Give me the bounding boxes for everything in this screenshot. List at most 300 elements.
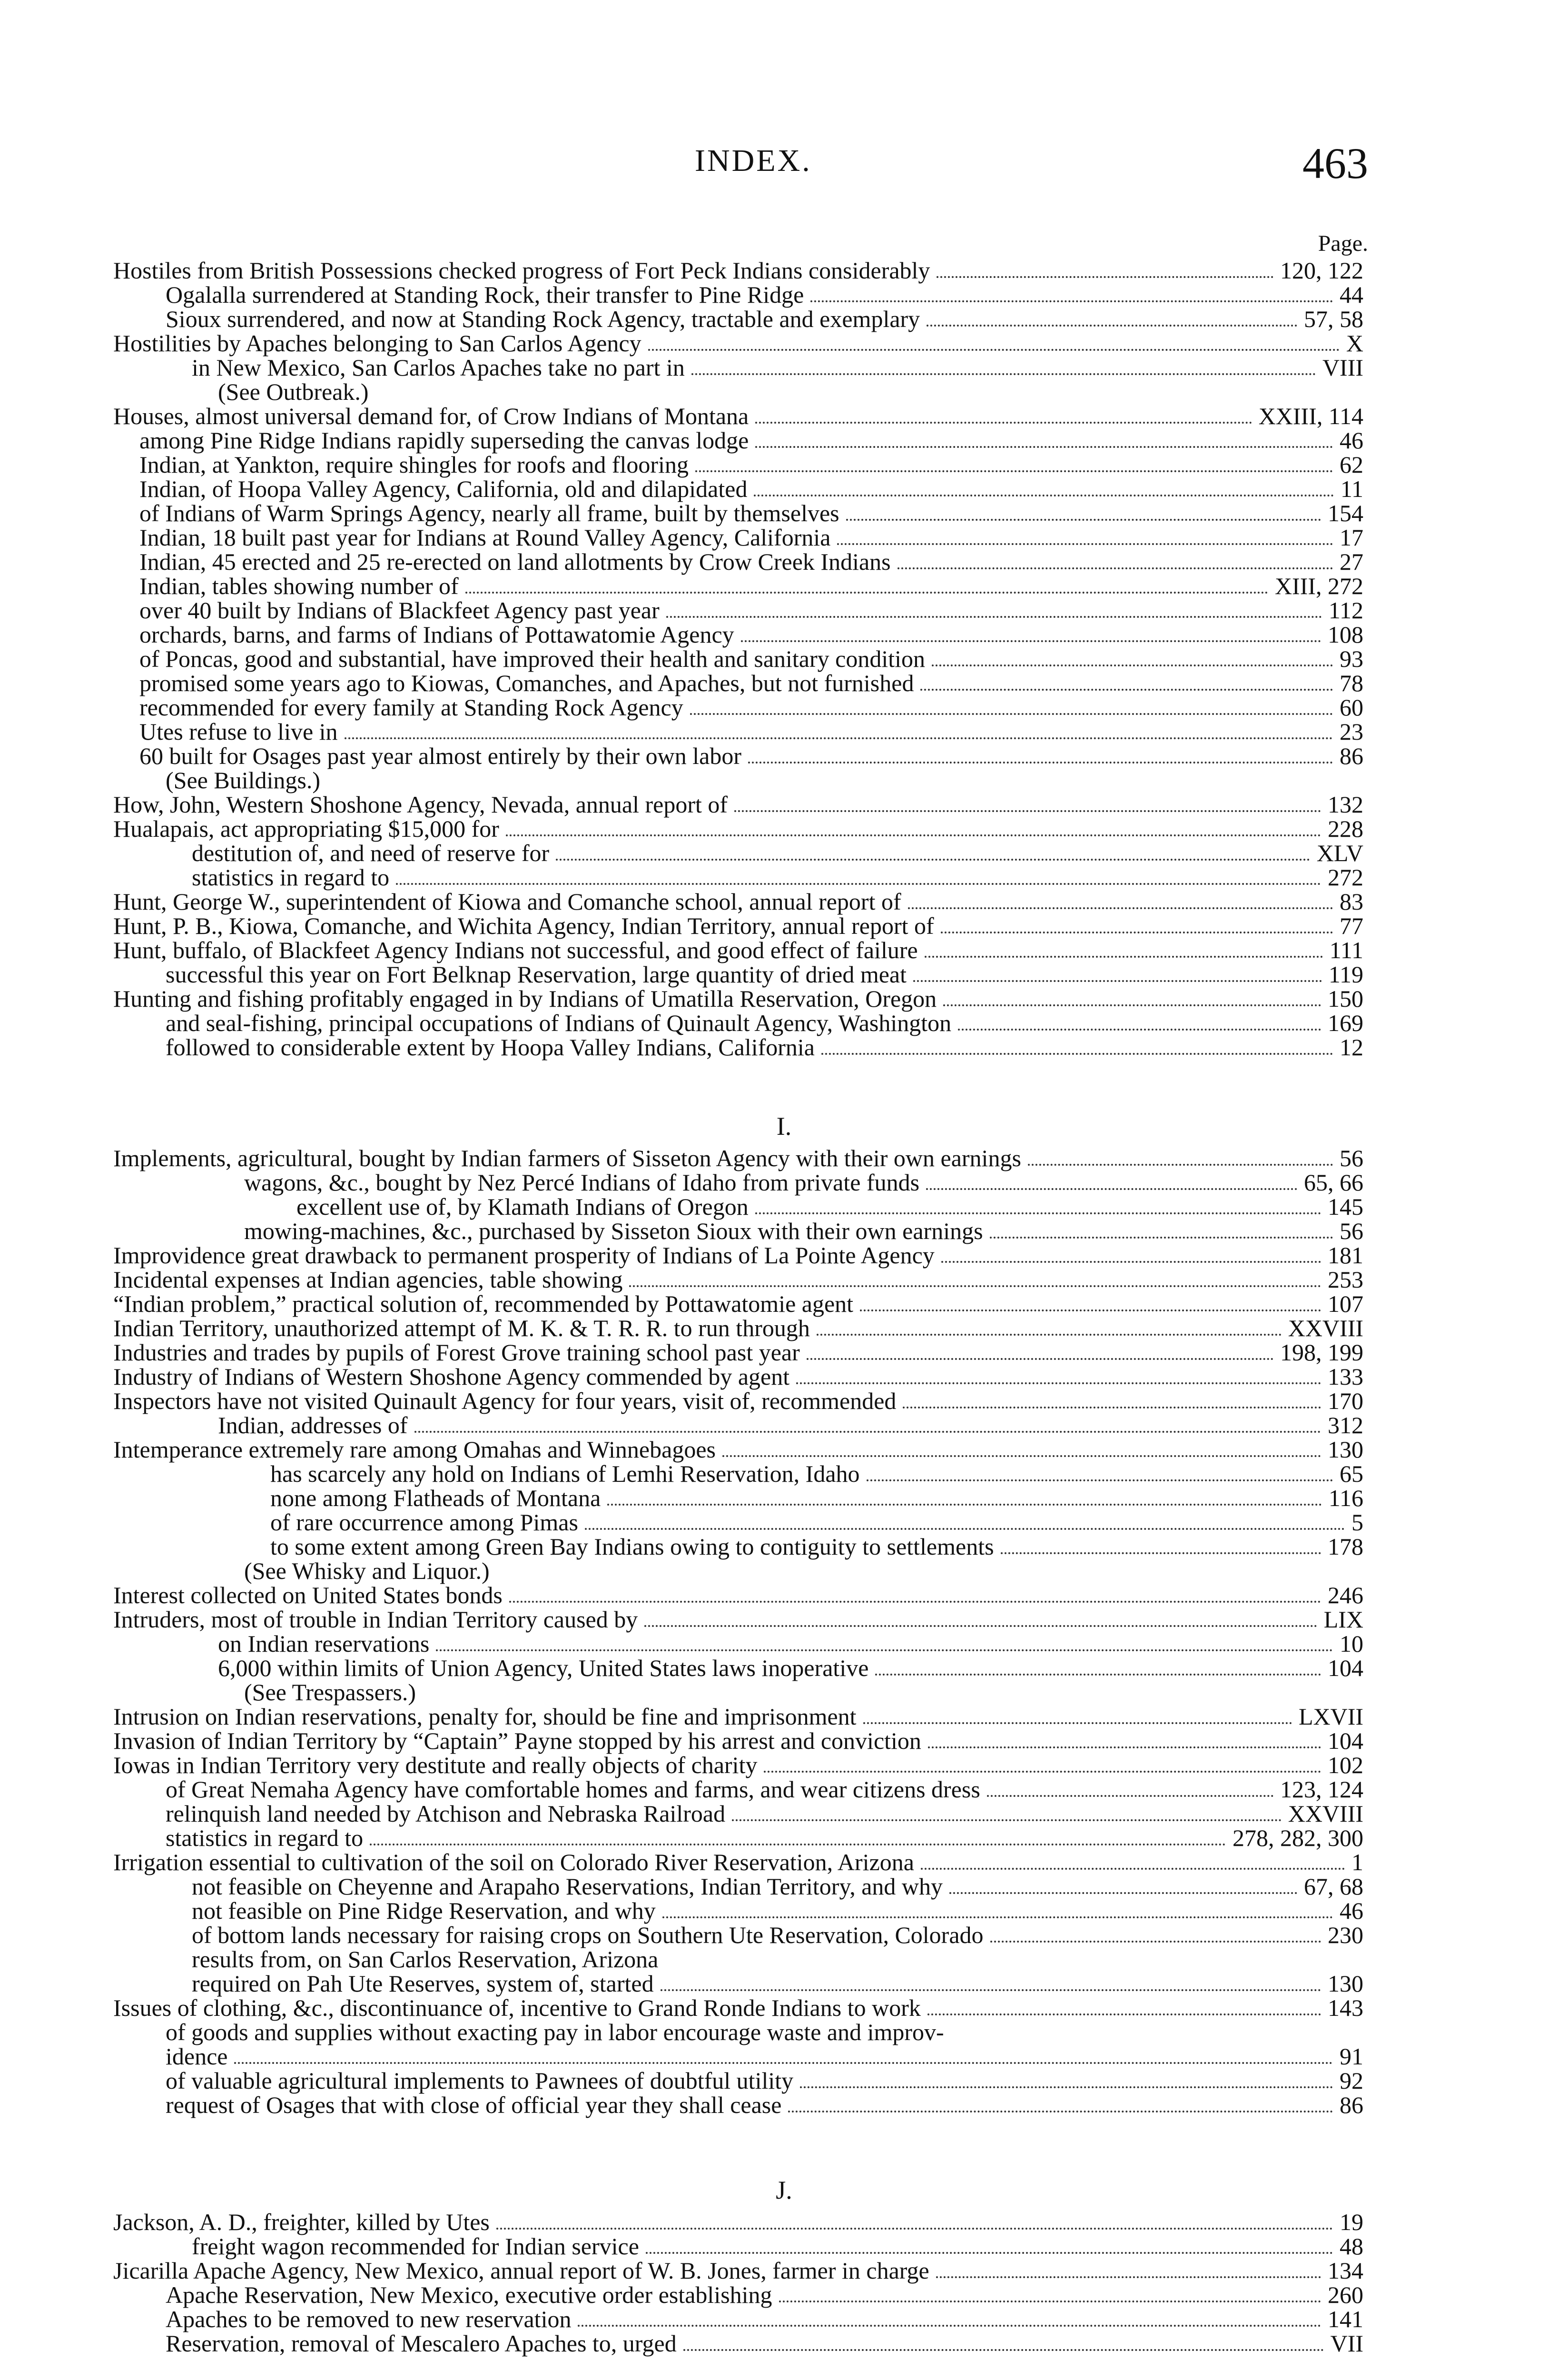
leader-dots <box>990 1237 1333 1239</box>
index-entry <box>0 257 1568 284</box>
entry-text: Incidental expenses at Indian agencies, table showing <box>113 1266 623 1293</box>
entry-page: 104 <box>1328 1655 1363 1681</box>
entry-page: 145 <box>1328 1193 1363 1220</box>
entry-text: idence <box>166 2043 228 2070</box>
index-entry <box>0 815 1568 842</box>
leader-dots <box>927 325 1297 327</box>
index-entry <box>0 864 1568 891</box>
leader-dots <box>509 1601 1321 1603</box>
index-entry <box>0 961 1568 988</box>
index-entry <box>0 476 1568 502</box>
entry-page: 178 <box>1328 1533 1363 1560</box>
index-entry <box>0 354 1568 381</box>
index-entry <box>0 1509 1568 1536</box>
entry-page: 260 <box>1328 2281 1363 2308</box>
entry-text: Hunt, buffalo, of Blackfeet Agency Indians not successful, and good effect of failure <box>113 937 918 963</box>
leader-dots <box>578 2325 1321 2327</box>
index-entry <box>0 1145 1568 1171</box>
entry-text: “Indian problem,” practical solution of, recommended by Pottawatomie agent <box>113 1290 854 1317</box>
entry-text: Indian Territory, unauthorized attempt of M. K. & T. R. R. to run through <box>113 1315 810 1341</box>
page-title: INDEX. <box>695 143 812 178</box>
leader-dots <box>800 2086 1333 2088</box>
entry-page: 108 <box>1328 621 1363 648</box>
entry-text: Invasion of Indian Territory by “Captain” Payne stopped by his arrest and conviction <box>113 1727 921 1754</box>
index-entry <box>0 2043 1568 2070</box>
entry-page: 116 <box>1328 1485 1363 1511</box>
entry-text: Intemperance extremely rare among Omahas and Winnebagoes <box>113 1436 716 1463</box>
index-entry <box>0 1703 1568 1730</box>
leader-dots <box>695 470 1333 472</box>
entry-text: has scarcely any hold on Indians of Lemhi Reservation, Idaho <box>270 1460 860 1487</box>
entry-text: 6,000 within limits of Union Agency, United States laws inoperative <box>218 1655 869 1681</box>
index-entry <box>0 1339 1568 1366</box>
entry-page: 246 <box>1328 1582 1363 1608</box>
entry-text: followed to considerable extent by Hoopa Valley Indians, California <box>166 1034 815 1061</box>
index-entry <box>0 403 1568 429</box>
entry-page: 133 <box>1328 1363 1363 1390</box>
leader-dots <box>755 446 1333 448</box>
index-entry <box>0 1010 1568 1036</box>
entry-page: 48 <box>1340 2233 1363 2260</box>
leader-dots <box>943 1004 1321 1006</box>
entry-text: of valuable agricultural implements to Pawnees of doubtful utility <box>166 2067 794 2094</box>
entry-page: 312 <box>1328 1412 1363 1438</box>
entry-text: Industry of Indians of Western Shoshone Agency commended by agent <box>113 1363 790 1390</box>
index-entry <box>0 1218 1568 1244</box>
index-entry <box>0 888 1568 915</box>
leader-dots <box>644 1625 1317 1627</box>
entry-text: results from, on San Carlos Reservation, Arizona <box>192 1946 659 1973</box>
entry-text: Iowas in Indian Territory very destitute and really objects of charity <box>113 1752 758 1778</box>
leader-dots <box>846 519 1321 521</box>
index-entry <box>0 1169 1568 1196</box>
leader-dots <box>863 1722 1292 1724</box>
entry-page: 112 <box>1328 597 1363 624</box>
index-entry <box>0 1776 1568 1803</box>
entry-page: XXVIII <box>1288 1800 1363 1827</box>
index-entry <box>0 500 1568 526</box>
leader-dots <box>913 980 1322 982</box>
entry-page: 65, 66 <box>1304 1169 1363 1196</box>
leader-dots <box>556 859 1310 861</box>
entry-text: successful this year on Fort Belknap Reservation, large quantity of dried meat <box>166 961 907 988</box>
entry-text: of Indians of Warm Springs Agency, nearly all frame, built by themselves <box>139 500 839 526</box>
leader-dots <box>908 907 1333 909</box>
leader-dots <box>788 2111 1333 2112</box>
entry-page: XLV <box>1316 840 1363 866</box>
index-entry <box>0 1193 1568 1220</box>
entry-page: 62 <box>1340 451 1363 478</box>
index-entry <box>0 524 1568 551</box>
leader-dots <box>897 567 1333 569</box>
entry-page: 65 <box>1340 1460 1363 1487</box>
leader-dots <box>722 1455 1321 1457</box>
entry-page: 92 <box>1340 2067 1363 2094</box>
leader-dots <box>925 956 1323 958</box>
index-entry <box>0 1800 1568 1827</box>
leader-dots <box>691 373 1316 375</box>
entry-text: Apache Reservation, New Mexico, executive order establishing <box>166 2281 772 2308</box>
leader-dots <box>807 1358 1273 1360</box>
entry-page: 134 <box>1328 2257 1363 2284</box>
entry-page: 86 <box>1340 743 1363 769</box>
entry-page: 83 <box>1340 888 1363 915</box>
leader-dots <box>607 1504 1322 1506</box>
leader-dots <box>741 640 1321 642</box>
index-entry <box>0 1727 1568 1754</box>
leader-dots <box>755 1212 1321 1214</box>
entry-text: promised some years ago to Kiowas, Comanches, and Apaches, but not furnished <box>139 670 914 696</box>
entry-page: XXVIII <box>1288 1315 1363 1341</box>
entry-text: to some extent among Green Bay Indians owing to contiguity to settlements <box>270 1533 994 1560</box>
entry-text: and seal-fishing, principal occupations of Indians of Quinault Agency, Washington <box>166 1010 952 1036</box>
entry-page: VII <box>1330 2330 1363 2357</box>
entry-text: Irrigation essential to cultivation of the soil on Colorado River Reservation, Arizona <box>113 1849 914 1875</box>
entry-text: statistics in regard to <box>192 864 390 891</box>
index-entry <box>0 645 1568 672</box>
index-entry <box>0 1752 1568 1778</box>
index-entry <box>0 548 1568 575</box>
leader-dots <box>436 1649 1333 1651</box>
entry-page: 77 <box>1340 912 1363 939</box>
index-entry <box>0 694 1568 721</box>
leader-dots <box>903 1407 1321 1408</box>
entry-text: required on Pah Ute Reserves, system of, started <box>192 1970 654 1997</box>
index-entry <box>0 281 1568 308</box>
entry-text: Sioux surrendered, and now at Standing Rock Agency, tractable and exemplary <box>166 306 920 332</box>
section-letter: I. <box>776 1112 792 1140</box>
leader-dots <box>1001 1552 1321 1554</box>
section-letter: J. <box>776 2176 792 2204</box>
entry-text: freight wagon recommended for Indian service <box>192 2233 639 2260</box>
entry-page: 19 <box>1340 2209 1363 2235</box>
index-entry <box>0 1533 1568 1560</box>
entry-text: not feasible on Cheyenne and Arapaho Reservations, Indian Territory, and why <box>192 1873 943 1900</box>
entry-page: 91 <box>1340 2043 1363 2070</box>
entry-page: 132 <box>1328 791 1363 818</box>
leader-dots <box>949 1892 1297 1894</box>
index-entry <box>0 306 1568 332</box>
entry-text: of goods and supplies without exacting pay in labor encourage waste and improv- <box>166 2019 944 2045</box>
leader-dots <box>666 616 1322 618</box>
index-entry <box>0 2019 1568 2045</box>
entry-text: none among Flatheads of Montana <box>270 1485 601 1511</box>
index-entry <box>0 718 1568 745</box>
entry-page: 130 <box>1328 1436 1363 1463</box>
entry-page: XXIII, 114 <box>1258 403 1363 429</box>
index-entry <box>0 767 1568 793</box>
entry-page: X <box>1346 330 1363 357</box>
entry-text: of bottom lands necessary for raising crops on Southern Ute Reservation, Colorado <box>192 1922 984 1948</box>
entry-text: Intrusion on Indian reservations, penalty for, should be fine and imprisonment <box>113 1703 857 1730</box>
leader-dots <box>927 2013 1321 2015</box>
entry-page: 107 <box>1328 1290 1363 1317</box>
index-entry <box>0 378 1568 405</box>
entry-text: Indian, at Yankton, require shingles for roofs and flooring <box>139 451 689 478</box>
index-entry <box>0 1485 1568 1511</box>
entry-text: Intruders, most of trouble in Indian Territory caused by <box>113 1606 638 1633</box>
index-entry <box>0 1873 1568 1900</box>
entry-text: relinquish land needed by Atchison and Nebraska Railroad <box>166 1800 726 1827</box>
index-entry <box>0 1315 1568 1341</box>
leader-dots <box>987 1795 1273 1797</box>
entry-text: of rare occurrence among Pimas <box>270 1509 578 1536</box>
entry-page: LXVII <box>1298 1703 1363 1730</box>
leader-dots <box>921 1868 1345 1870</box>
entry-text: over 40 built by Indians of Blackfeet Agency past year <box>139 597 660 624</box>
leader-dots <box>936 2276 1321 2278</box>
leader-dots <box>990 1941 1321 1943</box>
leader-dots <box>683 2349 1324 2351</box>
leader-dots <box>764 1771 1321 1773</box>
leader-dots <box>920 689 1333 691</box>
entry-text: in New Mexico, San Carlos Apaches take no part in <box>192 354 685 381</box>
entry-page: 228 <box>1328 815 1363 842</box>
index-entry <box>0 1242 1568 1269</box>
leader-dots <box>796 1382 1321 1384</box>
entry-text: Interest collected on United States bonds <box>113 1582 503 1608</box>
entry-text: of Great Nemaha Agency have comfortable homes and farms, and wear citizens dress <box>166 1776 980 1803</box>
entry-page: 23 <box>1340 718 1363 745</box>
index-entry <box>0 1970 1568 1997</box>
entry-page: 150 <box>1328 985 1363 1012</box>
index-entry <box>0 2209 1568 2235</box>
index-entry <box>0 1655 1568 1681</box>
leader-dots <box>629 1285 1321 1287</box>
page-number: 463 <box>1302 139 1368 188</box>
entry-text: Inspectors have not visited Quinault Agency for four years, visit of, recommended <box>113 1388 897 1414</box>
entry-text: recommended for every family at Standing Rock Agency <box>139 694 683 721</box>
entry-page: 104 <box>1328 1727 1363 1754</box>
entry-page: 56 <box>1340 1218 1363 1244</box>
entry-text: request of Osages that with close of official year they shall cease <box>166 2092 782 2118</box>
index-entry <box>0 743 1568 769</box>
leader-dots <box>661 1989 1321 1991</box>
entry-page: 60 <box>1340 694 1363 721</box>
entry-text: wagons, &c., bought by Nez Percé Indians of Idaho from private funds <box>244 1169 920 1196</box>
entry-page: 272 <box>1328 864 1363 891</box>
entry-text: Implements, agricultural, bought by Indian farmers of Sisseton Agency with their own earnings <box>113 1145 1021 1171</box>
entry-text: Hunt, George W., superintendent of Kiowa and Comanche school, annual report of <box>113 888 901 915</box>
index-entry <box>0 1849 1568 1875</box>
index-entry <box>0 1436 1568 1463</box>
leader-dots <box>958 1029 1321 1031</box>
index-entry <box>0 1825 1568 1851</box>
entry-text: destitution of, and need of reserve for <box>192 840 550 866</box>
entry-page: 230 <box>1328 1922 1363 1948</box>
index-entry <box>0 427 1568 454</box>
entry-page: 170 <box>1328 1388 1363 1414</box>
leader-dots <box>648 349 1340 351</box>
leader-dots <box>1028 1164 1333 1166</box>
entry-text: of Poncas, good and substantial, have improved their health and sanitary condition <box>139 645 926 672</box>
entry-text: (See Outbreak.) <box>218 378 369 405</box>
entry-page: 102 <box>1328 1752 1363 1778</box>
entry-page: 253 <box>1328 1266 1363 1293</box>
entry-page: 5 <box>1351 1509 1363 1536</box>
index-entry <box>0 1034 1568 1061</box>
index-entry <box>0 840 1568 866</box>
index-entry <box>0 1994 1568 2021</box>
leader-dots <box>234 2062 1333 2064</box>
index-entry <box>0 1582 1568 1608</box>
entry-text: (See Buildings.) <box>166 767 320 793</box>
leader-dots <box>754 495 1333 496</box>
index-entry <box>0 1388 1568 1414</box>
entry-text: excellent use of, by Klamath Indians of Oregon <box>296 1193 749 1220</box>
entry-text: Indian, of Hoopa Valley Agency, California, old and dilapidated <box>139 476 748 502</box>
entry-page: 143 <box>1328 1994 1363 2021</box>
leader-dots <box>867 1479 1333 1481</box>
entry-text: among Pine Ridge Indians rapidly superseding the canvas lodge <box>139 427 749 454</box>
entry-text: Indian, 45 erected and 25 re-erected on land allotments by Crow Creek Indians <box>139 548 891 575</box>
entry-page: 130 <box>1328 1970 1363 1997</box>
entry-text: Issues of clothing, &c., discontinuance of, incentive to Grand Ronde Indians to work <box>113 1994 921 2021</box>
index-entry <box>0 670 1568 696</box>
index-entry <box>0 451 1568 478</box>
entry-page: LIX <box>1323 1606 1363 1633</box>
index-entry <box>0 621 1568 648</box>
entry-text: Hunt, P. B., Kiowa, Comanche, and Wichita Agency, Indian Territory, annual report of <box>113 912 934 939</box>
index-entry <box>0 1922 1568 1948</box>
entry-page: 86 <box>1340 2092 1363 2118</box>
leader-dots <box>821 1053 1333 1055</box>
entry-page: 44 <box>1340 281 1363 308</box>
index-entry <box>0 1606 1568 1633</box>
entry-text: Improvidence great drawback to permanent prosperity of Indians of La Pointe Agency <box>113 1242 935 1269</box>
index-entry <box>0 791 1568 818</box>
entry-text: Hostilities by Apaches belonging to San Carlos Agency <box>113 330 641 357</box>
leader-dots <box>755 422 1252 424</box>
index-entry <box>0 2330 1568 2357</box>
entry-page: XIII, 272 <box>1274 573 1363 599</box>
index-entry <box>0 912 1568 939</box>
leader-dots <box>941 932 1333 933</box>
index-entry <box>0 597 1568 624</box>
entry-text: on Indian reservations <box>218 1630 430 1657</box>
entry-text: statistics in regard to <box>166 1825 364 1851</box>
entry-page: 169 <box>1328 1010 1363 1036</box>
entry-page: 120, 122 <box>1280 257 1363 284</box>
entry-text: Ogalalla surrendered at Standing Rock, their transfer to Pine Ridge <box>166 281 804 308</box>
entry-page: 78 <box>1340 670 1363 696</box>
index-entry <box>0 2257 1568 2284</box>
index-entry <box>0 2281 1568 2308</box>
index-entry <box>0 985 1568 1012</box>
entry-page: 67, 68 <box>1304 1873 1363 1900</box>
leader-dots <box>926 1188 1297 1190</box>
leader-dots <box>414 1431 1321 1433</box>
leader-dots <box>732 1819 1282 1821</box>
index-entry <box>0 1557 1568 1584</box>
entry-text: Indian, 18 built past year for Indians at Round Valley Agency, California <box>139 524 831 551</box>
leader-dots <box>928 1746 1321 1748</box>
index-entry <box>0 1897 1568 1924</box>
index-entry <box>0 573 1568 599</box>
leader-dots <box>875 1674 1321 1676</box>
entry-page: 93 <box>1340 645 1363 672</box>
index-entry <box>0 2306 1568 2332</box>
leader-dots <box>779 2301 1321 2302</box>
leader-dots <box>496 2228 1333 2230</box>
index-entry <box>0 1363 1568 1390</box>
leader-dots <box>837 543 1333 545</box>
leader-dots <box>370 1844 1226 1845</box>
entry-text: Industries and trades by pupils of Forest Grove training school past year <box>113 1339 800 1366</box>
leader-dots <box>734 810 1321 812</box>
entry-page: 10 <box>1340 1630 1363 1657</box>
index-entry <box>0 1266 1568 1293</box>
index-entry <box>0 2233 1568 2260</box>
leader-dots <box>585 1528 1345 1530</box>
entry-page: 46 <box>1340 427 1363 454</box>
leader-dots <box>748 762 1333 764</box>
entry-text: Apaches to be removed to new reservation <box>166 2306 572 2332</box>
entry-page: 11 <box>1340 476 1363 502</box>
leader-dots <box>465 592 1268 594</box>
entry-page: 57, 58 <box>1304 306 1363 332</box>
entry-page: 27 <box>1340 548 1363 575</box>
leader-dots <box>345 737 1333 739</box>
index-entry <box>0 1946 1568 1973</box>
index-entry <box>0 937 1568 963</box>
index-entry <box>0 1630 1568 1657</box>
entry-page: 154 <box>1328 500 1363 526</box>
leader-dots <box>860 1309 1321 1311</box>
entry-page: 56 <box>1340 1145 1363 1171</box>
entry-text: Hostiles from British Possessions checked progress of Fort Peck Indians considerably <box>113 257 930 284</box>
entry-text: mowing-machines, &c., purchased by Sisseton Sioux with their own earnings <box>244 1218 983 1244</box>
index-entry <box>0 330 1568 357</box>
entry-text: (See Trespassers.) <box>244 1679 416 1706</box>
leader-dots <box>506 834 1321 836</box>
entry-text: Utes refuse to live in <box>139 718 338 745</box>
leader-dots <box>646 2252 1333 2254</box>
leader-dots <box>941 1261 1321 1263</box>
entry-text: Jicarilla Apache Agency, New Mexico, annual report of W. B. Jones, farmer in charge <box>113 2257 929 2284</box>
entry-page: 181 <box>1328 1242 1363 1269</box>
entry-text: Hualapais, act appropriating $15,000 for <box>113 815 499 842</box>
entry-text: orchards, barns, and farms of Indians of Pottawatomie Agency <box>139 621 734 648</box>
entry-text: How, John, Western Shoshone Agency, Nevada, annual report of <box>113 791 728 818</box>
leader-dots <box>810 300 1333 302</box>
entry-page: 141 <box>1328 2306 1363 2332</box>
entry-page: 123, 124 <box>1280 1776 1363 1803</box>
index-entry <box>0 1679 1568 1706</box>
entry-text: (See Whisky and Liquor.) <box>244 1557 490 1584</box>
entry-text: Houses, almost universal demand for, of Crow Indians of Montana <box>113 403 749 429</box>
entry-text: Jackson, A. D., freighter, killed by Utes <box>113 2209 490 2235</box>
index-entry <box>0 1290 1568 1317</box>
leader-dots <box>690 713 1333 715</box>
entry-page: 17 <box>1340 524 1363 551</box>
entry-page: 111 <box>1329 937 1363 963</box>
index-entry <box>0 1412 1568 1438</box>
index-entry <box>0 1460 1568 1487</box>
entry-text: Indian, tables showing number of <box>139 573 459 599</box>
entry-page: 198, 199 <box>1280 1339 1363 1366</box>
entry-page: VIII <box>1322 354 1363 381</box>
index-entry <box>0 2092 1568 2118</box>
leader-dots <box>937 276 1273 278</box>
leader-dots <box>817 1334 1282 1336</box>
entry-page: 278, 282, 300 <box>1233 1825 1363 1851</box>
entry-text: Hunting and fishing profitably engaged in by Indians of Umatilla Reservation, Oregon <box>113 985 937 1012</box>
index-entry <box>0 2067 1568 2094</box>
entry-text: 60 built for Osages past year almost entirely by their own labor <box>139 743 741 769</box>
leader-dots <box>932 664 1333 666</box>
entry-page: 1 <box>1351 1849 1363 1875</box>
